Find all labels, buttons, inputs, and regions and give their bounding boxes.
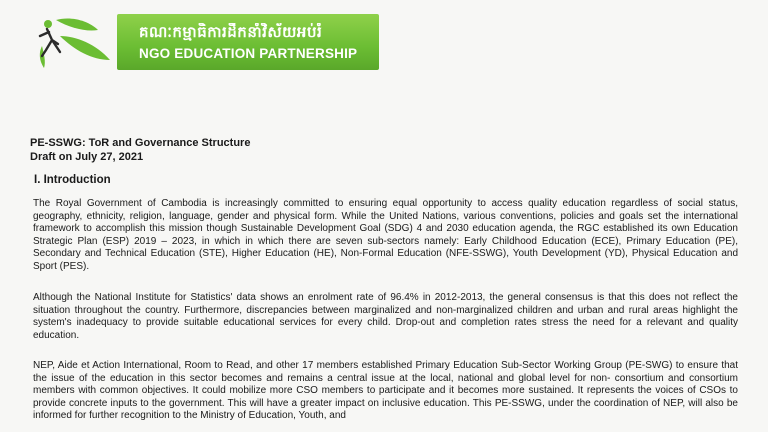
document-title: PE-SSWG: ToR and Governance Structure bbox=[30, 137, 251, 149]
nep-logo-icon bbox=[36, 14, 114, 70]
paragraph-3: NEP, Aide et Action International, Room to Read, and other 17 members established Primary Education Sub-Sector Working Group (PE-SWG) to ensure that the issue of the education in this sector becomes and remains a central issue at the local, national and global level for non- consortium and consortium members with common objectives. It could mobilize more CSO members to participate and it becomes more sustained. It represents the voices of CSOs to provide concrete inputs to the government. This will have a greater impact on inclusive education. This PE-SSWG, under the coordination of NEP, will also be informed for further recognition to the Ministry of Education, Youth, and bbox=[33, 360, 738, 421]
document-date: Draft on July 27, 2021 bbox=[30, 151, 144, 163]
section-heading: I. Introduction bbox=[34, 174, 111, 186]
document-title-block bbox=[30, 136, 250, 164]
paragraph-2: Although the National Institute for Statistics' data shows an enrolment rate of 96.4% in 2012-2013, the general consensus is that this does not reflect the situation throughout the country. Furthermore, discrepancies between marginalized and non-marginalized children and urban and rural areas highlight the system's inadequacy to provide suitable educational services for every child. Drop-out and completion rates stress the need for a relevant and quality education. bbox=[33, 292, 738, 341]
org-name-khmer: គណៈកម្មាធិការដឹកនាំវិស័យអប់រំ bbox=[139, 23, 323, 41]
org-banner bbox=[117, 14, 379, 70]
org-name-english: NGO EDUCATION PARTNERSHIP bbox=[139, 46, 358, 61]
paragraph-1: The Royal Government of Cambodia is increasingly committed to ensuring equal opportunity to access quality education regardless of social status, geography, ethnicity, religion, language, gender and physical form. While the United Nations, various conventions, policies and goals set the international framework to accomplish this mission though Sustainable Development Goal (SDG) 4 and 2030 education agenda, the RGC established its own Education Strategic Plan (ESP) 2019 – 2023, in which in which there are seven sub-sectors namely: Early Childhood Education (ECE), Primary Education (PE), Secondary and Technical Education (STE), Higher Education (HE), Non-Formal Education (NFE-SSWG), Youth Development (YD), Physical Education and Sport (PES). bbox=[33, 198, 738, 272]
